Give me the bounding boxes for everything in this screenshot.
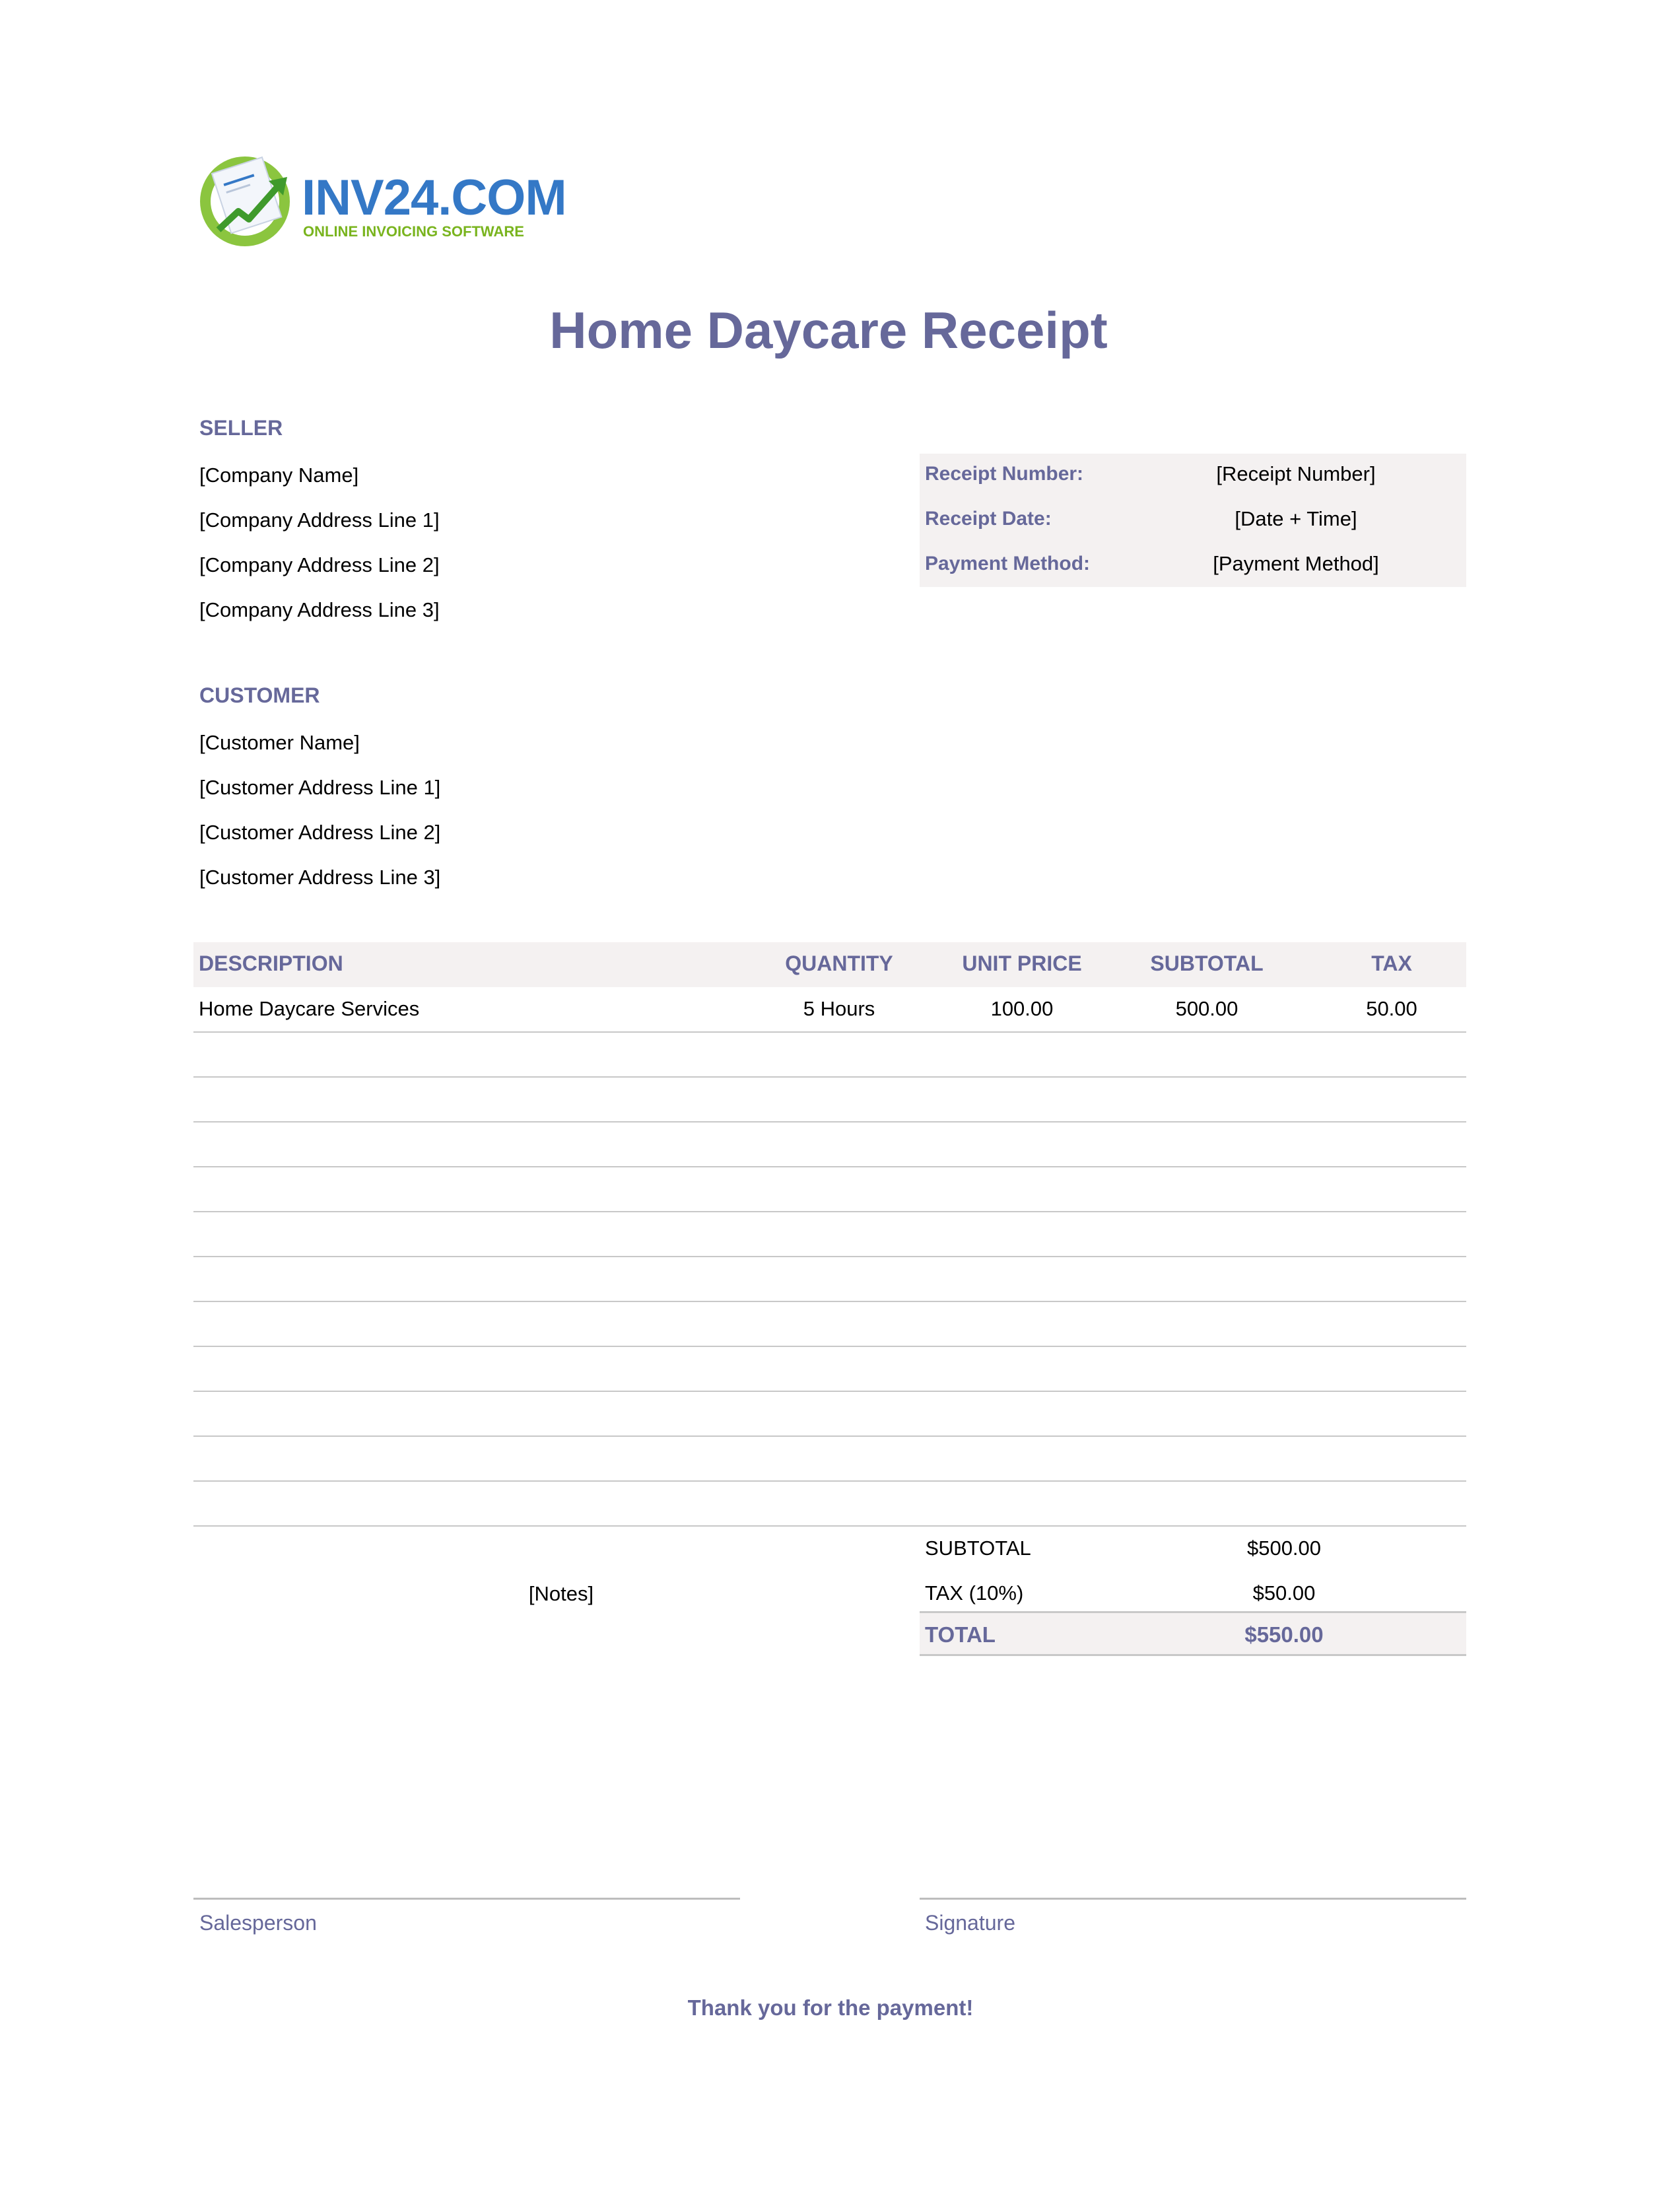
payment-method-label: Payment Method: bbox=[925, 553, 1091, 574]
signature-label: Signature bbox=[925, 1911, 1015, 1935]
table-row-rule bbox=[193, 1256, 1466, 1257]
seller-address-line-3: [Company Address Line 3] bbox=[199, 598, 440, 621]
total-value: $550.00 bbox=[1244, 1622, 1324, 1647]
receipt-number-label: Receipt Number: bbox=[925, 463, 1084, 485]
seller-company-name: [Company Name] bbox=[199, 464, 359, 487]
salesperson-line bbox=[193, 1898, 740, 1900]
payment-method-value: [Payment Method] bbox=[1213, 552, 1379, 575]
page-title: Home Daycare Receipt bbox=[549, 301, 1108, 359]
seller-heading: SELLER bbox=[199, 416, 283, 440]
tax-label: TAX (10%) bbox=[925, 1581, 1024, 1605]
row-1-subtotal: 500.00 bbox=[1175, 997, 1238, 1020]
table-row-rule bbox=[193, 1076, 1466, 1078]
header-unit-price: UNIT PRICE bbox=[962, 951, 1082, 975]
tax-value: $50.00 bbox=[1252, 1581, 1316, 1605]
customer-address-line-3: [Customer Address Line 3] bbox=[199, 866, 441, 889]
row-1-quantity: 5 Hours bbox=[803, 997, 875, 1020]
subtotal-label: SUBTOTAL bbox=[925, 1537, 1031, 1560]
table-header bbox=[193, 942, 1466, 987]
seller-address-line-1: [Company Address Line 1] bbox=[199, 508, 440, 532]
table-row-rule bbox=[193, 1346, 1466, 1347]
header-subtotal: SUBTOTAL bbox=[1150, 951, 1264, 975]
header-quantity: QUANTITY bbox=[785, 951, 893, 975]
table-row-rule bbox=[193, 1121, 1466, 1123]
salesperson-label: Salesperson bbox=[199, 1911, 317, 1935]
company-logo bbox=[195, 152, 566, 251]
row-1-unit-price: 100.00 bbox=[990, 997, 1054, 1020]
receipt-date-value: [Date + Time] bbox=[1235, 507, 1357, 530]
logo-tagline-text: ONLINE INVOICING SOFTWARE bbox=[303, 223, 524, 240]
table-row-rule bbox=[193, 1166, 1466, 1167]
subtotal-value: $500.00 bbox=[1246, 1537, 1322, 1560]
receipt-date-label: Receipt Date: bbox=[925, 508, 1052, 530]
table-row-rule bbox=[193, 1211, 1466, 1212]
notes: [Notes] bbox=[528, 1582, 594, 1605]
table-row-rule bbox=[193, 1480, 1466, 1482]
table-row-rule bbox=[193, 1391, 1466, 1392]
customer-address-line-2: [Customer Address Line 2] bbox=[199, 821, 441, 844]
customer-name: [Customer Name] bbox=[199, 731, 360, 754]
signature-line bbox=[920, 1898, 1466, 1900]
table-row-rule bbox=[193, 1301, 1466, 1302]
seller-address-line-2: [Company Address Line 2] bbox=[199, 553, 440, 576]
row-1-tax: 50.00 bbox=[1366, 997, 1417, 1020]
thank-you-message: Thank you for the payment! bbox=[687, 1995, 974, 2020]
table-row-rule bbox=[193, 1031, 1466, 1033]
total-label: TOTAL bbox=[925, 1622, 996, 1647]
header-description: DESCRIPTION bbox=[199, 951, 343, 975]
table-row-rule bbox=[193, 1435, 1466, 1437]
logo-brand-text: INV24.COM bbox=[302, 170, 566, 226]
customer-address-line-1: [Customer Address Line 1] bbox=[199, 776, 441, 799]
customer-heading: CUSTOMER bbox=[199, 683, 320, 707]
row-1-description: Home Daycare Services bbox=[199, 997, 420, 1020]
header-tax: TAX bbox=[1371, 951, 1412, 975]
table-row-rule bbox=[193, 1525, 1466, 1527]
receipt-info-box bbox=[920, 454, 1466, 587]
receipt-number-value: [Receipt Number] bbox=[1216, 462, 1376, 485]
